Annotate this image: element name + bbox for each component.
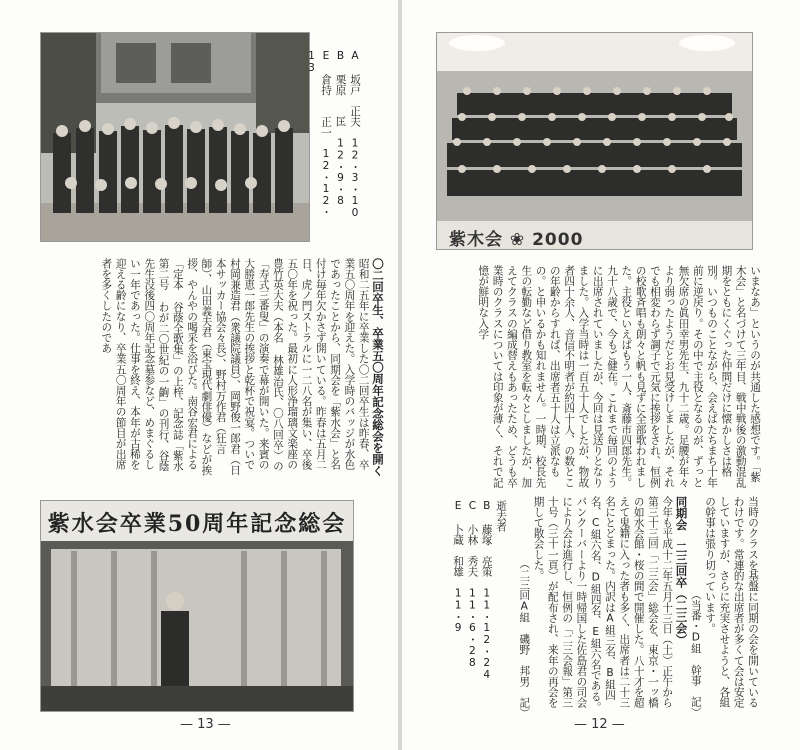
group-photo-top-image [41,33,309,241]
group-photo-shimokukai [436,32,753,250]
anniversary-photo [40,500,354,712]
deceased-entry: E 卜蔵 和雄 11・9 [452,500,465,635]
signature-a-group: （二三回A組 磯野 邦男 記） [518,557,531,718]
page-number-left: — 13 — [180,717,231,732]
photo-caption-names [305,50,362,220]
caption-name-line: E 倉持 正一 12・12・13 [305,50,332,218]
shimokukai-text-end: 当時のクラスを基盤に同期の会を開いているわけです。常連的な出席者が多くて会は安定していますが、さらに充実させようと、各組の幹事は張り切っています。 [704,496,759,708]
signature-d-group: （当番・D組 幹事 記） [689,589,702,718]
deceased-list [420,500,508,715]
23kai-text: 今年も平成十二年五月十三日（土）正午から第三十三回「二三会」総会を、東京・一ッ橋の如水会館・桜の間で開催した。八十才を超えて鬼籍に入った者も多く、出席者は二十三名にとどまった。内訳はA組三名、B組四名、C組六名、D組四名、E組六名である。パンクーバーより一時帰国した佐島君の司会により会は進行し、恒例の「二三会報」第三十号（三十一頁）が配布され、来年の再会を期して散会した。 [532,496,674,713]
shimokukai-text: いまなあ」というのが共通した感想です。「紫木会」と名づけて三年目、戦中戦後の激動混乱期をともにくぐった仲間だけに懐かしさは格別。いつものことながら、会えばたちまち十年前に逆戻り。その中で主役となるのが、ずっと無欠席の眞田幸男先生、九十二歳。足腰が年々より弱ったようだとお見受けしましたが、それでも相変わらず調子で元気に挨拶をされ、恒例の校歌斉唱も朗々と帆も見ずに全部歌われました。主役といえばもう一人、斎藤市四郎先生。九十八歳で、今もご健在。これまで毎回のように出席されていましたが、今回は見送りとなりました。入学当時は一百五十人でしたが、物故者四十余人、音信不明者が約四十人、の数とこの年齢からすれば、出席者五十人は立派なもの。と申いるかも知れません。一時期、校長先生の転勤など借り教室を転々としましたが、加えてクラスの編成替えもあったため、どうも卒業時のクラスについては印象が薄く、それで記憶が鮮明な入学 [477,265,761,488]
caption-name-line: B 栗原 匡 12・9・8 [334,50,347,207]
article-body-right-top [432,265,762,490]
left-page [0,0,398,750]
deceased-label: 逝去者 [495,500,507,532]
article-heading: 〇二回卒生、卒業五〇周年記念総会を開く [371,258,385,477]
group-photo-top [40,32,310,242]
deceased-entry: B 藤塚 亮策 11・12・24 [480,500,493,681]
anniversary-banner: 紫水会卒業50周年記念総会 [47,511,347,537]
right-page [402,0,800,750]
sub-heading-23kai: 同期会 二三回卒（二三会） [674,496,689,646]
article-body-left [40,258,385,478]
caption-name-line: A 坂戸 正夫 12・3・10 [349,50,361,219]
group-photo-shimokukai-image [437,33,752,249]
deceased-entry: C 小林 秀夫 11・6・28 [466,500,479,669]
article-body-right-bottom [510,496,760,718]
page-number-right: — 12 — [574,717,625,732]
article-text: 昭和二五年に卒業した〇二回卒生は昨春、卒業五〇周年を迎えた。入学時のバッジが水色であったことから、同期会を「紫水会」と名付け毎年欠かさず開いている。昨春は五月二日、虎ノ門ストラルに一二八名が集い、卒後五〇年を祝った。最初に人形浄瑠璃文楽座の豊竹英大夫（本名 林雄治氏、〇八回卒）の「寿式三番叟」の演奏で幕が開いた。来賓の大勝恵一郎先生の挨拶と乾杯で祝宴。ついで村岡兼造君（衆議院議員）、岡野俊一郎君（日本サッカー協会々長）、野村万作君（狂言師）、山田義夫君（東宝現代劇俳優）などが挨拶、やんやの喝采を浴びた。南谷宏君による「定本 谷蔭全歌集」の上梓、記念誌「紫水第二号 わが二〇世紀の一齣」の刊行、谷蔭先生没後四〇周年記念墓参など、めまぐるしい一年であった。仕事を終え、本年が古稀を迎える齢になり、卒業五〇周年の節目が出席者を多くしたのであ [100,258,370,476]
shimokukai-2000-banner: 紫木会 ❀ 2000 [449,230,584,250]
